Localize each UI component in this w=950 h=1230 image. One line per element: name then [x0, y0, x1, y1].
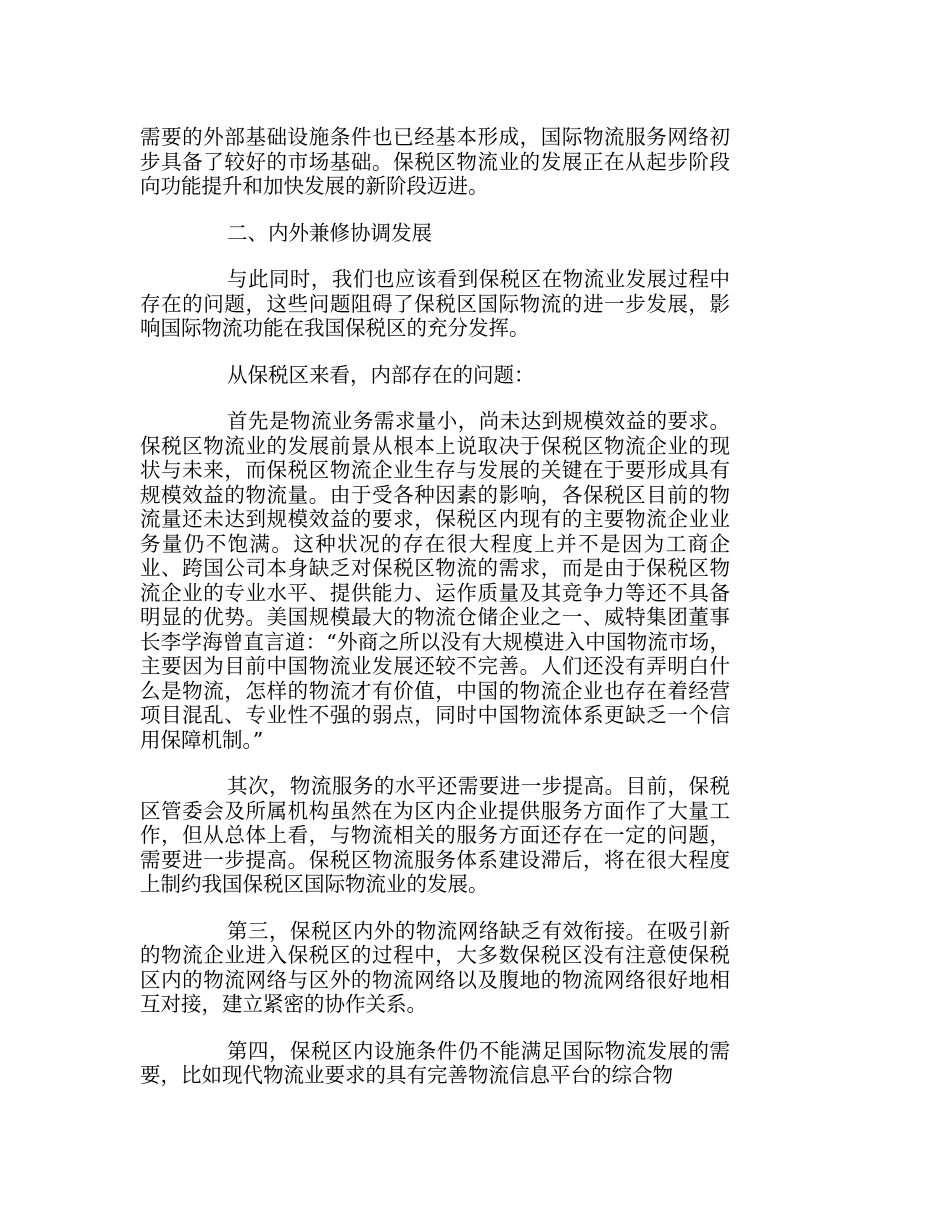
paragraph-third-issue: 第三，保税区内外的物流网络缺乏有效衔接。在吸引新的物流企业进入保税区的过程中，大多数保税区没有注意使保税区内的物流网络与区外的物流网络以及腹地的物流网络很好地相互对接，建立紧密的协作关系。	[140, 918, 730, 1016]
paragraph-continuation: 需要的外部基础设施条件也已经基本形成，国际物流服务网络初步具备了较好的市场基础。保税区物流业的发展正在从起步阶段向功能提升和加快发展的新阶段迈进。	[140, 125, 730, 198]
paragraph-intro: 与此同时，我们也应该看到保税区在物流业发展过程中存在的问题，这些问题阻碍了保税区国际物流的进一步发展，影响国际物流功能在我国保税区的充分发挥。	[140, 267, 730, 340]
section-heading: 二、内外兼修协调发展	[227, 220, 432, 245]
paragraph-first-issue: 首先是物流业务需求量小，尚未达到规模效益的要求。保税区物流业的发展前景从根本上说取决于保税区物流企业的现状与未来，而保税区物流企业生存与发展的关键在于要形成具有规模效益的物流量。由于受各种因素的影响，各保税区目前的物流量还未达到规模效益的要求，保税区内现有的主要物流企业业务量仍不饱满。这种状况的存在很大程度上并不是因为工商企业、跨国公司本身缺乏对保税区物流的需求，而是由于保税区物流企业的专业水平、提供能力、运作质量及其竞争力等还不具备明显的优势。美国规模最大的物流仓储企业之一、威特集团董事长李学海曾直言道：“外商之所以没有大规模进入中国物流市场，主要因为目前中国物流业发展还较不完善。人们还没有弄明白什么是物流，怎样的物流才有价值，中国的物流企业也存在着经营项目混乱、专业性不强的弱点，同时中国物流体系更缺乏一个信用保障机制。”	[140, 409, 730, 752]
document-page	[140, 125, 730, 1110]
paragraph-internal-issues: 从保税区来看，内部存在的问题：	[227, 362, 535, 387]
paragraph-second-issue: 其次，物流服务的水平还需要进一步提高。目前，保税区管委会及所属机构虽然在为区内企业提供服务方面作了大量工作，但从总体上看，与物流相关的服务方面还存在一定的问题，需要进一步提高。保税区物流服务体系建设滞后，将在很大程度上制约我国保税区国际物流业的发展。	[140, 774, 730, 896]
paragraph-fourth-issue: 第四，保税区内设施条件仍不能满足国际物流发展的需要，比如现代物流业要求的具有完善物流信息平台的综合物	[140, 1038, 730, 1087]
